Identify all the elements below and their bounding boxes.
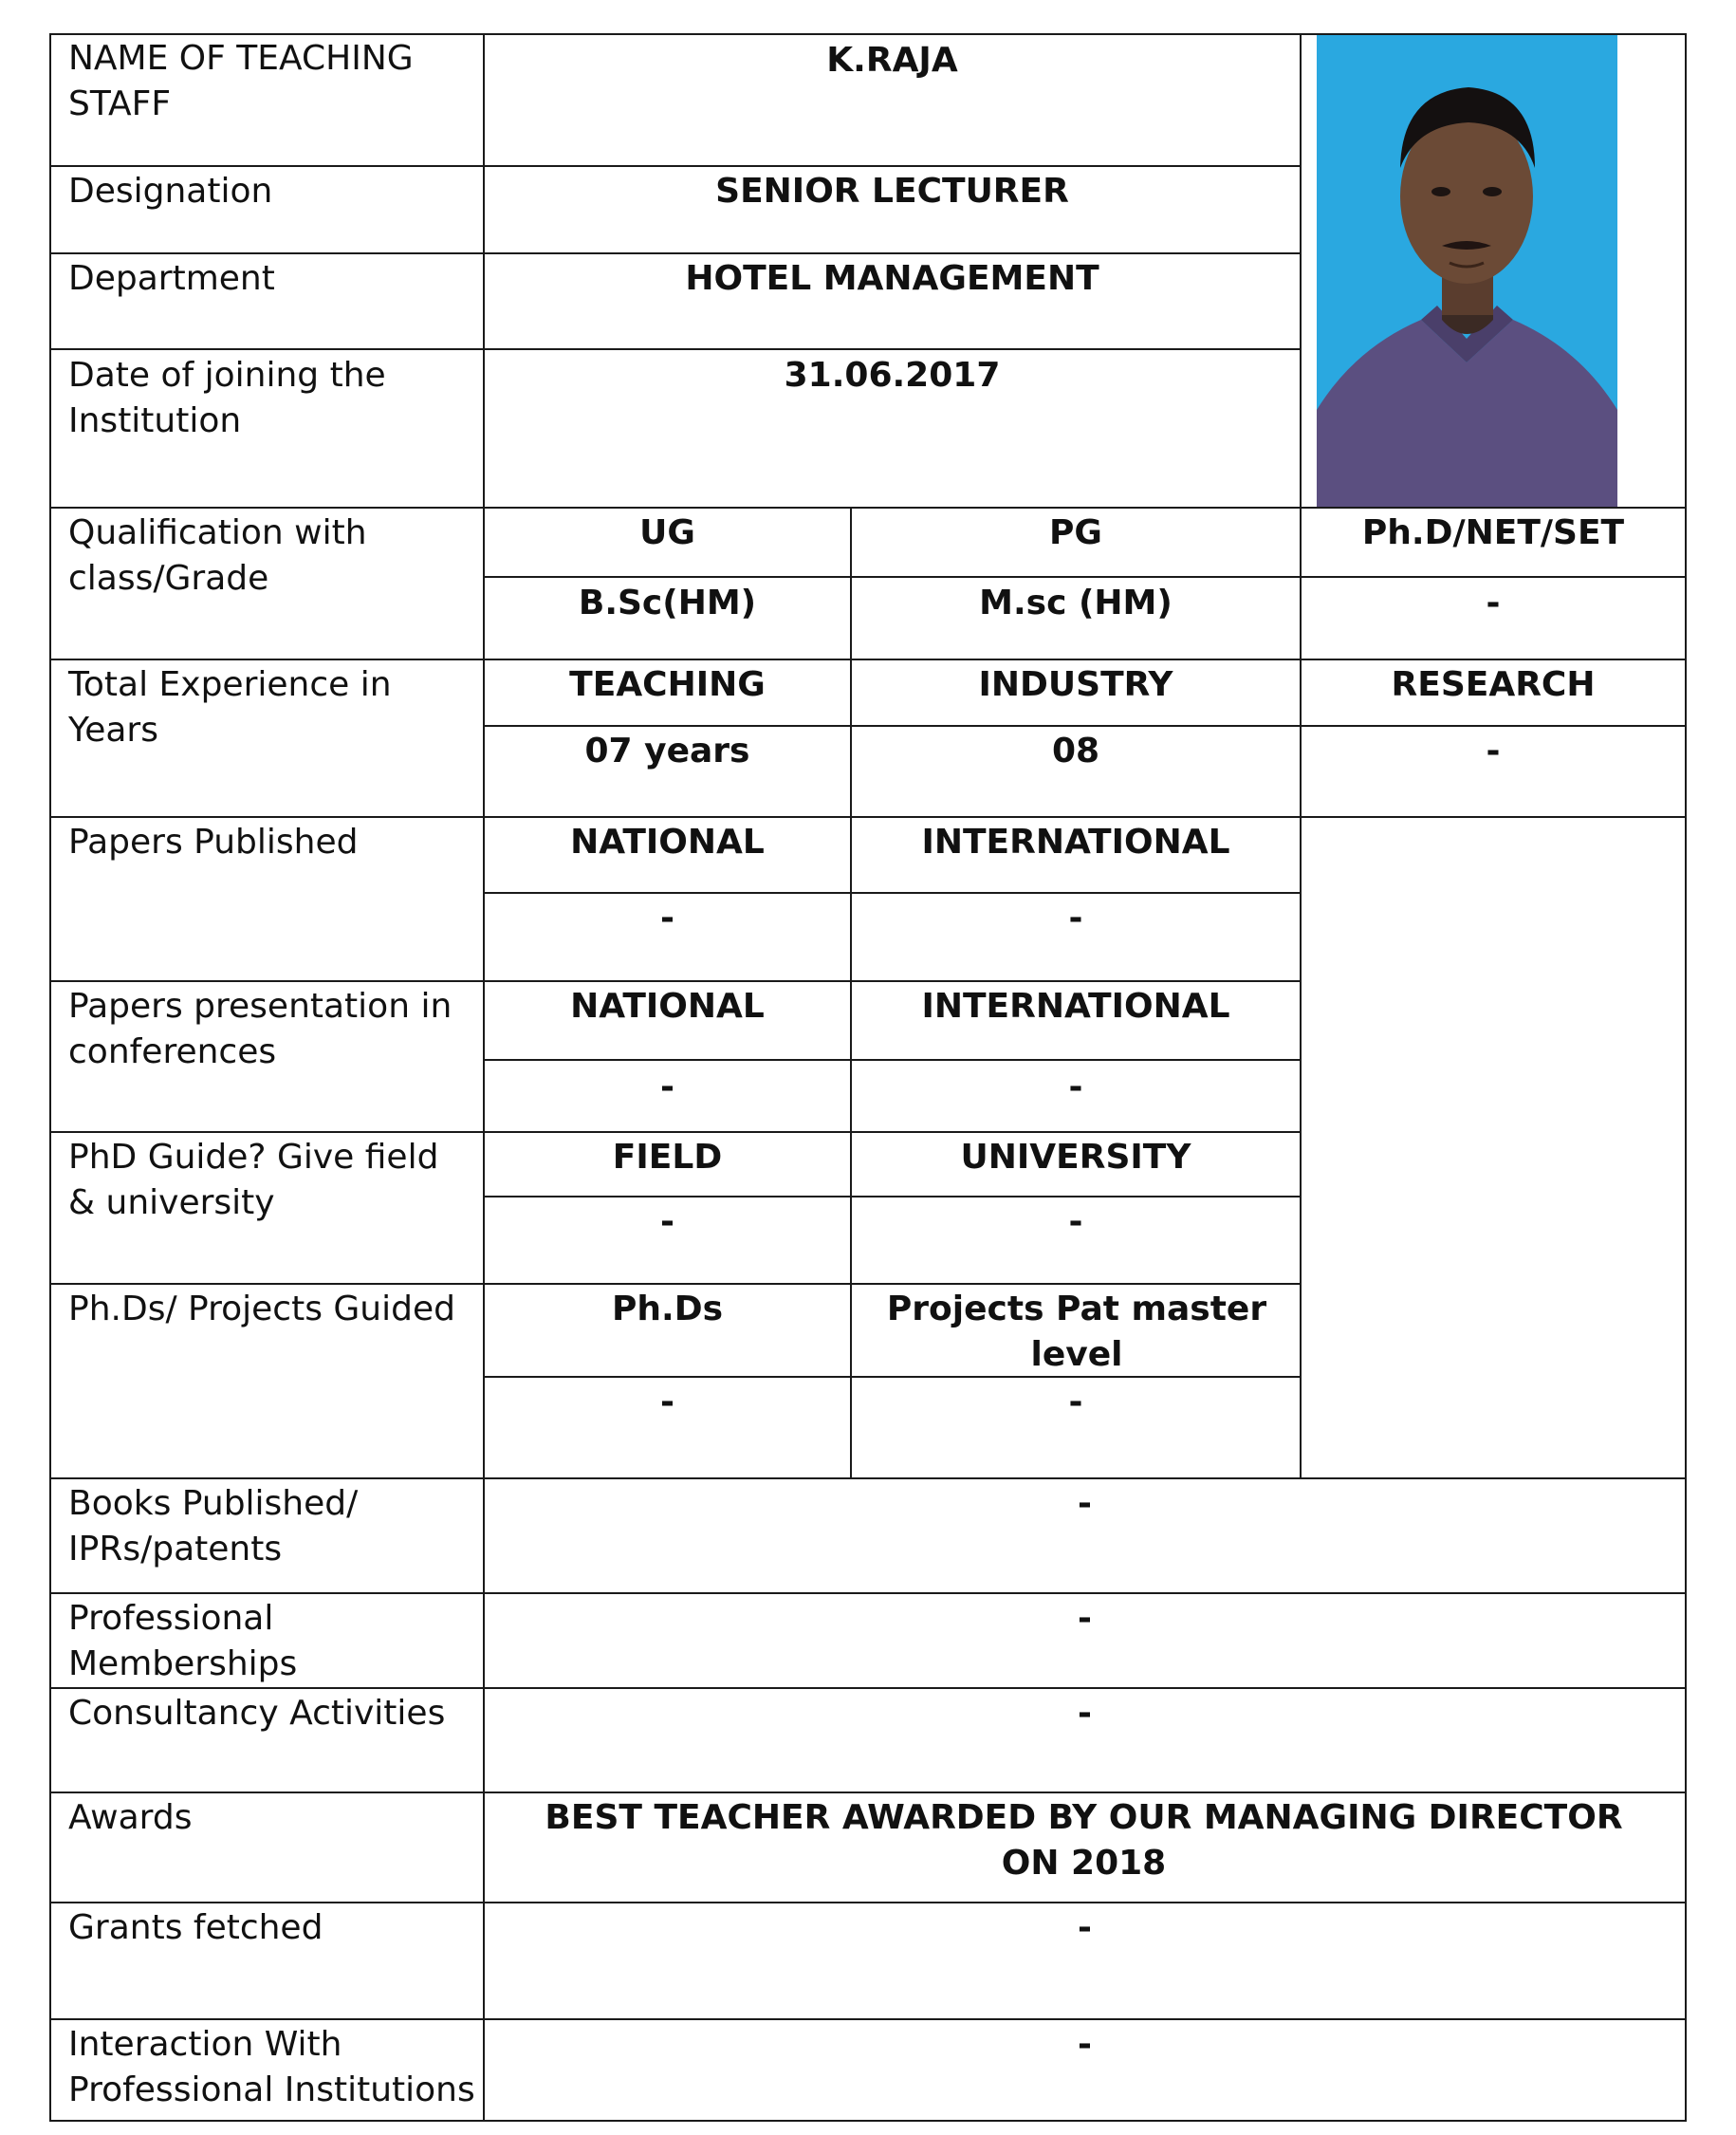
pres-header-national: NATIONAL <box>570 987 765 1026</box>
papers-value-international: - <box>1068 899 1083 938</box>
rule <box>49 1792 1687 1793</box>
label-consultancy: Consultancy Activities <box>68 1694 446 1733</box>
rule <box>49 816 1687 818</box>
papers-header-international: INTERNATIONAL <box>921 823 1230 862</box>
department-value: HOTEL MANAGEMENT <box>685 259 1099 298</box>
books-value: - <box>1078 1484 1092 1523</box>
qual-value-phd: - <box>1486 584 1501 622</box>
label-awards: Awards <box>68 1798 193 1837</box>
guided-header-phds: Ph.Ds <box>612 1290 723 1328</box>
label-designation: Designation <box>68 172 273 211</box>
exp-value-research: - <box>1486 732 1501 770</box>
guided-value-phds: - <box>660 1383 674 1421</box>
label-papers: Papers Published <box>68 823 359 862</box>
qual-header-phd: Ph.D/NET/SET <box>1361 513 1625 552</box>
rule <box>49 507 1687 509</box>
exp-value-teaching: 07 years <box>584 732 750 770</box>
staff-name: K.RAJA <box>826 41 958 80</box>
exp-value-industry: 08 <box>1051 732 1100 770</box>
rule <box>49 1131 1302 1133</box>
rule <box>483 576 1687 578</box>
guide-value-field: - <box>660 1202 674 1241</box>
rule <box>1685 33 1687 2122</box>
awards-value: BEST TEACHER AWARDED BY OUR MANAGING DIRECTOR ON 2018 <box>545 1798 1623 1883</box>
label-memberships: Professional Memberships <box>68 1599 298 1683</box>
guide-value-university: - <box>1068 1202 1083 1241</box>
rule <box>49 980 1302 982</box>
designation-value: SENIOR LECTURER <box>715 172 1069 211</box>
pres-value-national: - <box>660 1068 674 1106</box>
qual-value-ug: B.Sc(HM) <box>578 584 757 622</box>
label-presentations: Papers presentation in conferences <box>68 987 452 1071</box>
interaction-value: - <box>1078 2025 1092 2064</box>
papers-header-national: NATIONAL <box>570 823 765 862</box>
rule <box>49 252 1302 254</box>
label-interaction: Interaction With Professional Institutions <box>68 2025 475 2109</box>
rule <box>49 2120 1687 2122</box>
papers-value-national: - <box>660 899 674 938</box>
label-grants: Grants fetched <box>68 1908 323 1947</box>
rule <box>49 1592 1687 1594</box>
label-department: Department <box>68 259 275 298</box>
rule <box>49 165 1302 167</box>
rule <box>483 892 1301 894</box>
staff-portrait-photo <box>1317 35 1617 507</box>
guided-header-projects: Projects Pat master level <box>886 1290 1267 1374</box>
exp-header-teaching: TEACHING <box>569 665 766 704</box>
guide-header-university: UNIVERSITY <box>960 1138 1191 1177</box>
pres-value-international: - <box>1068 1068 1083 1106</box>
guide-header-field: FIELD <box>612 1138 723 1177</box>
qual-header-ug: UG <box>639 513 695 552</box>
label-books: Books Published/ IPRs/patents <box>68 1484 359 1569</box>
label-phd-guide: PhD Guide? Give field & university <box>68 1138 439 1222</box>
rule <box>49 659 1687 660</box>
doj-value: 31.06.2017 <box>784 356 1001 395</box>
label-qualification: Qualification with class/Grade <box>68 513 367 598</box>
rule <box>49 1902 1687 1903</box>
rule <box>49 33 51 2122</box>
exp-header-research: RESEARCH <box>1391 665 1596 704</box>
label-experience: Total Experience in Years <box>68 665 392 750</box>
pres-header-international: INTERNATIONAL <box>921 987 1230 1026</box>
portrait-icon <box>1317 35 1617 507</box>
memberships-value: - <box>1078 1599 1092 1638</box>
rule <box>49 348 1302 350</box>
qual-value-pg: M.sc (HM) <box>979 584 1173 622</box>
rule <box>483 1196 1301 1197</box>
rule <box>49 2018 1687 2020</box>
consultancy-value: - <box>1078 1694 1092 1733</box>
guided-value-projects: - <box>1068 1383 1083 1421</box>
label-doj: Date of joining the Institution <box>68 356 386 440</box>
rule <box>49 1477 1687 1479</box>
qual-header-pg: PG <box>1049 513 1102 552</box>
rule <box>483 1059 1301 1061</box>
exp-header-industry: INDUSTRY <box>978 665 1173 704</box>
rule <box>49 1687 1687 1689</box>
label-guided: Ph.Ds/ Projects Guided <box>68 1290 455 1328</box>
grants-value: - <box>1078 1908 1092 1947</box>
label-name: NAME OF TEACHING STAFF <box>68 39 414 123</box>
rule <box>483 725 1687 727</box>
rule <box>49 1283 1302 1285</box>
